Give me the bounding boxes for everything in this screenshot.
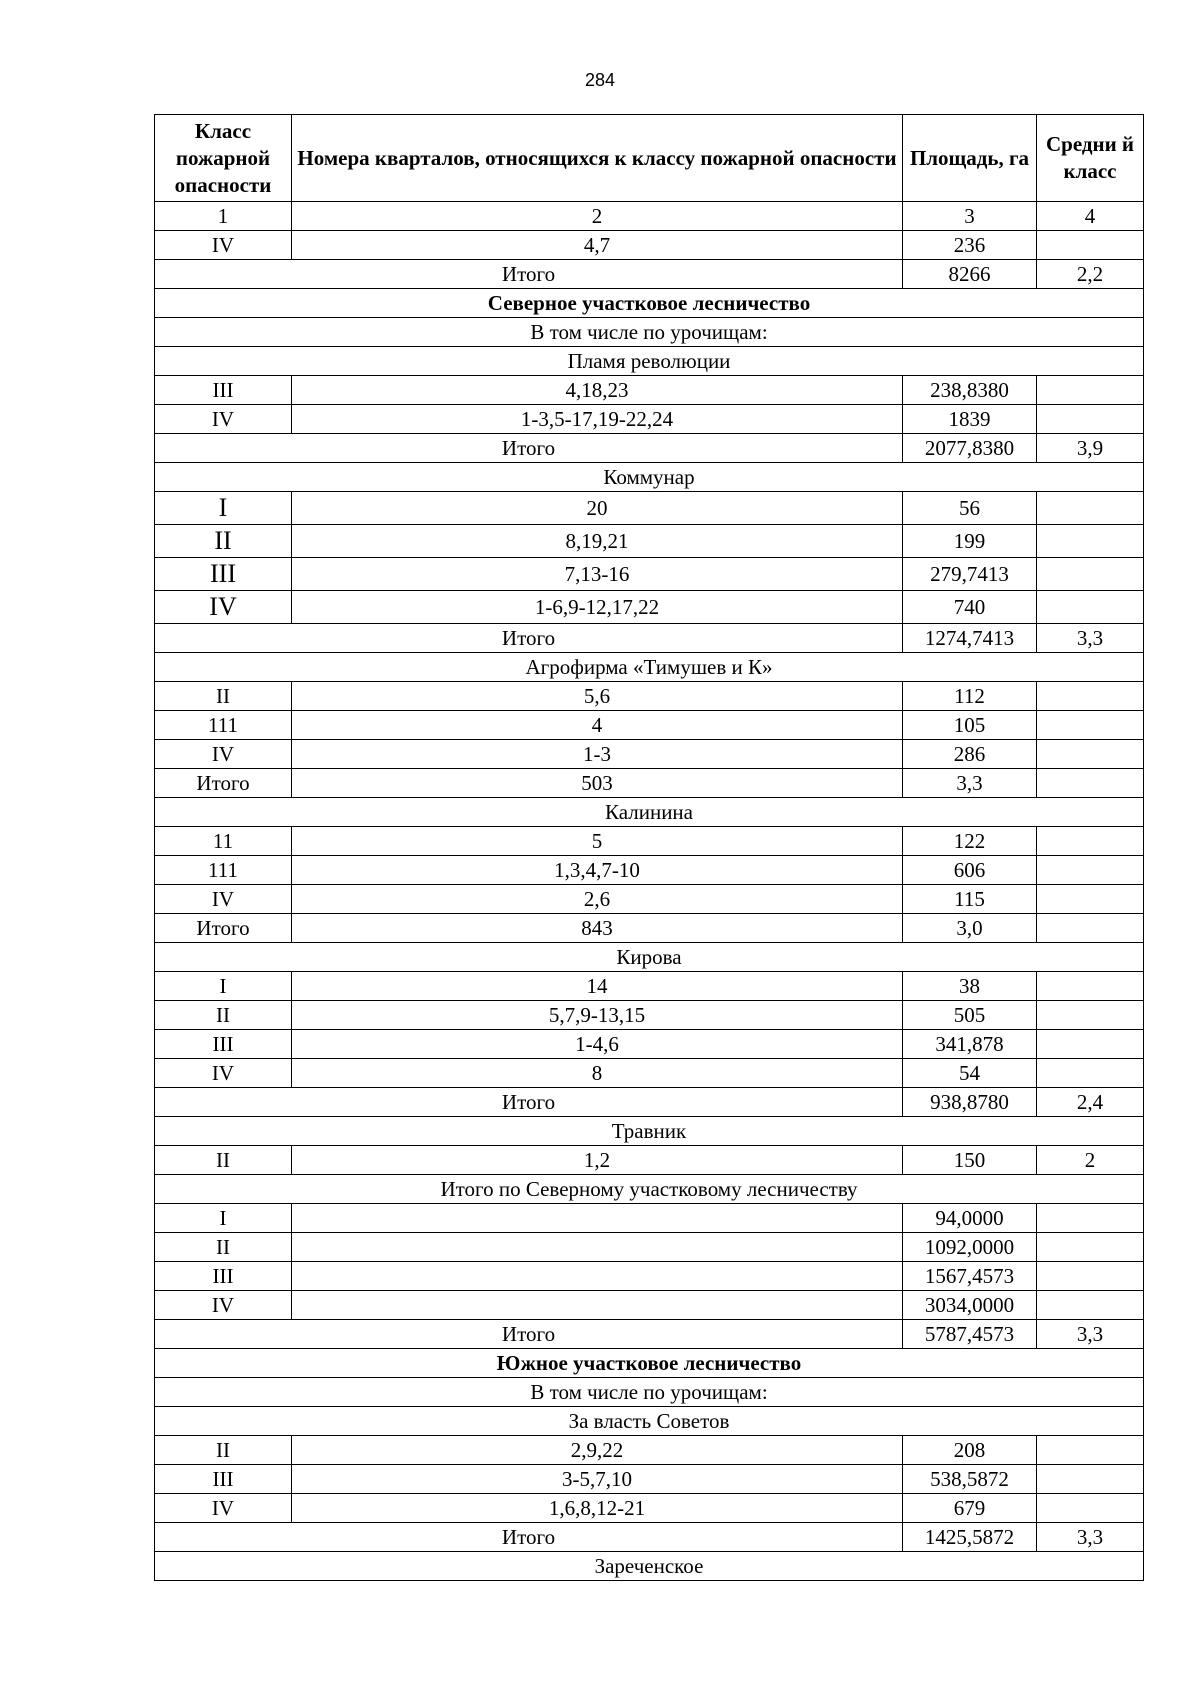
section-title: Итого по Северному участковому лесничеству <box>155 1175 1144 1204</box>
section-row <box>155 463 1144 492</box>
cell-area: 38 <box>903 972 1037 1001</box>
total-label: Итого <box>155 1320 903 1349</box>
cell-class: II <box>155 1436 292 1465</box>
cell-class: III <box>155 376 292 405</box>
column-number: 2 <box>292 202 903 231</box>
cell-area: 740 <box>903 591 1037 624</box>
table-row <box>155 885 1144 914</box>
total-area: 5787,4573 <box>903 1320 1037 1349</box>
total-avg-class: 3,3 <box>1037 624 1144 653</box>
cell-quarters: 8 <box>292 1059 903 1088</box>
cell-class: Итого <box>155 914 292 943</box>
cell-quarters: 5 <box>292 827 903 856</box>
section-row <box>155 1378 1144 1407</box>
cell-area: 105 <box>903 711 1037 740</box>
table-row <box>155 740 1144 769</box>
total-area: 1425,5872 <box>903 1523 1037 1552</box>
cell-area: 3034,0000 <box>903 1291 1037 1320</box>
cell-quarters: 4 <box>292 711 903 740</box>
column-number: 4 <box>1037 202 1144 231</box>
cell-avg-class <box>1037 1436 1144 1465</box>
section-row <box>155 289 1144 318</box>
section-row <box>155 943 1144 972</box>
column-number: 1 <box>155 202 292 231</box>
total-row <box>155 624 1144 653</box>
cell-quarters: 2,6 <box>292 885 903 914</box>
section-row <box>155 1349 1144 1378</box>
section-title: Пламя революции <box>155 347 1144 376</box>
total-area: 1274,7413 <box>903 624 1037 653</box>
section-row <box>155 1175 1144 1204</box>
cell-area: 238,8380 <box>903 376 1037 405</box>
cell-avg-class <box>1037 1030 1144 1059</box>
cell-area: 1567,4573 <box>903 1262 1037 1291</box>
cell-quarters: 5,6 <box>292 682 903 711</box>
cell-class: II <box>155 525 292 558</box>
section-row <box>155 1407 1144 1436</box>
total-row <box>155 1320 1144 1349</box>
cell-class: IV <box>155 885 292 914</box>
cell-area: 122 <box>903 827 1037 856</box>
header-area: Площадь, га <box>903 115 1037 202</box>
cell-avg-class <box>1037 1465 1144 1494</box>
table-row <box>155 376 1144 405</box>
section-title: Агрофирма «Тимушев и К» <box>155 653 1144 682</box>
cell-class: III <box>155 1030 292 1059</box>
cell-class: IV <box>155 1291 292 1320</box>
section-title: В том числе по урочищам: <box>155 318 1144 347</box>
section-row <box>155 1117 1144 1146</box>
table-row <box>155 1465 1144 1494</box>
cell-area: 54 <box>903 1059 1037 1088</box>
cell-avg-class <box>1037 885 1144 914</box>
cell-avg-class <box>1037 769 1144 798</box>
table-row <box>155 827 1144 856</box>
table-row <box>155 1291 1144 1320</box>
cell-avg-class <box>1037 740 1144 769</box>
cell-area: 538,5872 <box>903 1465 1037 1494</box>
cell-class: III <box>155 1262 292 1291</box>
cell-quarters: 3-5,7,10 <box>292 1465 903 1494</box>
section-title: В том числе по урочищам: <box>155 1378 1144 1407</box>
section-row <box>155 318 1144 347</box>
cell-quarters <box>292 1204 903 1233</box>
cell-area: 208 <box>903 1436 1037 1465</box>
cell-quarters: 4,7 <box>292 231 903 260</box>
total-label: Итого <box>155 260 903 289</box>
cell-class: IV <box>155 591 292 624</box>
cell-class: 111 <box>155 711 292 740</box>
cell-avg-class <box>1037 492 1144 525</box>
table-row <box>155 1204 1144 1233</box>
cell-quarters: 2,9,22 <box>292 1436 903 1465</box>
table-row <box>155 682 1144 711</box>
section-title: Южное участковое лесничество <box>155 1349 1144 1378</box>
cell-quarters: 503 <box>292 769 903 798</box>
table-row <box>155 558 1144 591</box>
cell-area: 3,3 <box>903 769 1037 798</box>
section-title: Зареченское <box>155 1552 1144 1581</box>
header-avg-class: Средни й класс <box>1037 115 1144 202</box>
header-quarters: Номера кварталов, относящихся к классу пожарной опасности <box>292 115 903 202</box>
cell-area: 94,0000 <box>903 1204 1037 1233</box>
cell-quarters: 4,18,23 <box>292 376 903 405</box>
cell-area: 199 <box>903 525 1037 558</box>
table-row <box>155 405 1144 434</box>
cell-quarters: 7,13-16 <box>292 558 903 591</box>
cell-avg-class <box>1037 591 1144 624</box>
total-row <box>155 260 1144 289</box>
cell-area: 112 <box>903 682 1037 711</box>
cell-area: 341,878 <box>903 1030 1037 1059</box>
cell-quarters: 5,7,9-13,15 <box>292 1001 903 1030</box>
table-row <box>155 1233 1144 1262</box>
cell-class: II <box>155 1001 292 1030</box>
cell-class: IV <box>155 405 292 434</box>
table-row <box>155 856 1144 885</box>
cell-class: II <box>155 682 292 711</box>
cell-class: I <box>155 972 292 1001</box>
cell-class: IV <box>155 740 292 769</box>
cell-quarters <box>292 1233 903 1262</box>
cell-area: 150 <box>903 1146 1037 1175</box>
section-row <box>155 347 1144 376</box>
header-row <box>155 115 1144 202</box>
header-class: Класс пожарной опасности <box>155 115 292 202</box>
cell-avg-class <box>1037 856 1144 885</box>
cell-quarters: 1-3 <box>292 740 903 769</box>
cell-quarters: 1,2 <box>292 1146 903 1175</box>
table-row <box>155 1146 1144 1175</box>
table-row <box>155 1030 1144 1059</box>
cell-avg-class <box>1037 376 1144 405</box>
cell-avg-class <box>1037 405 1144 434</box>
cell-class: I <box>155 492 292 525</box>
section-title: Травник <box>155 1117 1144 1146</box>
total-avg-class: 2,2 <box>1037 260 1144 289</box>
cell-area: 56 <box>903 492 1037 525</box>
cell-avg-class <box>1037 1001 1144 1030</box>
total-avg-class: 3,3 <box>1037 1320 1144 1349</box>
cell-area: 3,0 <box>903 914 1037 943</box>
cell-avg-class <box>1037 1494 1144 1523</box>
cell-avg-class: 2 <box>1037 1146 1144 1175</box>
table-row <box>155 1001 1144 1030</box>
section-row <box>155 653 1144 682</box>
table-row <box>155 769 1144 798</box>
table-row <box>155 1494 1144 1523</box>
table-row <box>155 914 1144 943</box>
section-title: Коммунар <box>155 463 1144 492</box>
cell-class: III <box>155 558 292 591</box>
cell-avg-class <box>1037 1059 1144 1088</box>
table-row <box>155 1262 1144 1291</box>
section-row <box>155 1552 1144 1581</box>
cell-class: IV <box>155 1059 292 1088</box>
cell-avg-class <box>1037 682 1144 711</box>
cell-avg-class <box>1037 231 1144 260</box>
table-row <box>155 711 1144 740</box>
cell-class: I <box>155 1204 292 1233</box>
total-label: Итого <box>155 624 903 653</box>
total-avg-class: 3,3 <box>1037 1523 1144 1552</box>
cell-area: 286 <box>903 740 1037 769</box>
cell-area: 1092,0000 <box>903 1233 1037 1262</box>
cell-area: 279,7413 <box>903 558 1037 591</box>
cell-class: II <box>155 1233 292 1262</box>
cell-area: 606 <box>903 856 1037 885</box>
cell-area: 1839 <box>903 405 1037 434</box>
table-row <box>155 1436 1144 1465</box>
cell-quarters: 1-4,6 <box>292 1030 903 1059</box>
total-avg-class: 2,4 <box>1037 1088 1144 1117</box>
total-row <box>155 1088 1144 1117</box>
table-row <box>155 231 1144 260</box>
cell-quarters: 1-3,5-17,19-22,24 <box>292 405 903 434</box>
cell-avg-class <box>1037 711 1144 740</box>
total-area: 2077,8380 <box>903 434 1037 463</box>
cell-area: 236 <box>903 231 1037 260</box>
cell-class: Итого <box>155 769 292 798</box>
total-label: Итого <box>155 1523 903 1552</box>
cell-quarters: 8,19,21 <box>292 525 903 558</box>
cell-class: 11 <box>155 827 292 856</box>
cell-class: III <box>155 1465 292 1494</box>
table-body <box>155 231 1144 1581</box>
total-area: 8266 <box>903 260 1037 289</box>
cell-avg-class <box>1037 1233 1144 1262</box>
table-row <box>155 525 1144 558</box>
total-label: Итого <box>155 1088 903 1117</box>
total-area: 938,8780 <box>903 1088 1037 1117</box>
section-title: Северное участковое лесничество <box>155 289 1144 318</box>
cell-avg-class <box>1037 1291 1144 1320</box>
page-number: 284 <box>584 70 616 90</box>
total-label: Итого <box>155 434 903 463</box>
cell-avg-class <box>1037 827 1144 856</box>
table-row <box>155 972 1144 1001</box>
cell-quarters: 1,6,8,12-21 <box>292 1494 903 1523</box>
cell-avg-class <box>1037 1204 1144 1233</box>
cell-quarters <box>292 1291 903 1320</box>
cell-area: 505 <box>903 1001 1037 1030</box>
cell-avg-class <box>1037 1262 1144 1291</box>
table-row <box>155 492 1144 525</box>
section-title: Калинина <box>155 798 1144 827</box>
cell-quarters: 20 <box>292 492 903 525</box>
fire-hazard-table <box>154 114 1144 1581</box>
total-row <box>155 1523 1144 1552</box>
column-numbers-row <box>155 202 1144 231</box>
cell-quarters: 1-6,9-12,17,22 <box>292 591 903 624</box>
section-title: За власть Советов <box>155 1407 1144 1436</box>
total-row <box>155 434 1144 463</box>
cell-avg-class <box>1037 558 1144 591</box>
column-number: 3 <box>903 202 1037 231</box>
cell-quarters <box>292 1262 903 1291</box>
table-row <box>155 591 1144 624</box>
cell-class: IV <box>155 231 292 260</box>
cell-avg-class <box>1037 972 1144 1001</box>
section-title: Кирова <box>155 943 1144 972</box>
cell-avg-class <box>1037 914 1144 943</box>
cell-avg-class <box>1037 525 1144 558</box>
table-row <box>155 1059 1144 1088</box>
cell-class: 111 <box>155 856 292 885</box>
cell-area: 679 <box>903 1494 1037 1523</box>
cell-quarters: 14 <box>292 972 903 1001</box>
cell-class: II <box>155 1146 292 1175</box>
total-avg-class: 3,9 <box>1037 434 1144 463</box>
cell-class: IV <box>155 1494 292 1523</box>
cell-quarters: 1,3,4,7-10 <box>292 856 903 885</box>
cell-quarters: 843 <box>292 914 903 943</box>
section-row <box>155 798 1144 827</box>
cell-area: 115 <box>903 885 1037 914</box>
